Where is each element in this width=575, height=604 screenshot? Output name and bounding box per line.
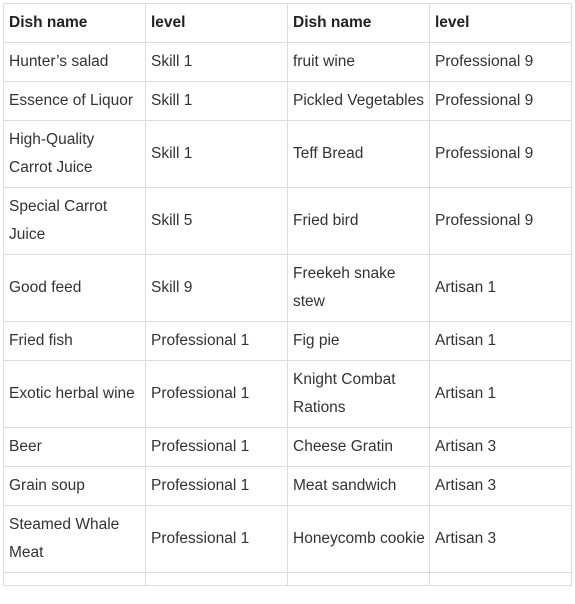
dish-name-cell: Teff Bread — [288, 121, 430, 188]
dish-name-cell: Fried bird — [288, 188, 430, 255]
table-row — [4, 43, 572, 82]
level-cell: Skill 9 — [146, 255, 288, 322]
table-row — [4, 361, 572, 428]
header-dish-name: Dish name — [4, 4, 146, 43]
dish-name-cell: Grain soup — [4, 467, 146, 506]
dish-name-cell: Fried fish — [4, 322, 146, 361]
table-header-row — [4, 4, 572, 43]
level-cell: Skill 1 — [146, 82, 288, 121]
level-cell: Artisan 3 — [430, 428, 572, 467]
empty-cell — [4, 573, 146, 586]
empty-cell — [430, 573, 572, 586]
empty-cell — [288, 573, 430, 586]
header-level: level — [430, 4, 572, 43]
dish-name-cell: Steamed Whale Meat — [4, 506, 146, 573]
header-dish-name: Dish name — [288, 4, 430, 43]
dish-name-cell: Fig pie — [288, 322, 430, 361]
table-row — [4, 255, 572, 322]
dish-name-cell: Freekeh snake stew — [288, 255, 430, 322]
level-cell: Skill 5 — [146, 188, 288, 255]
table-row — [4, 121, 572, 188]
table-row — [4, 322, 572, 361]
dish-name-cell: Meat sandwich — [288, 467, 430, 506]
level-cell: Professional 1 — [146, 467, 288, 506]
dish-name-cell: Exotic herbal wine — [4, 361, 146, 428]
level-cell: Professional 9 — [430, 188, 572, 255]
empty-cell — [146, 573, 288, 586]
level-cell: Artisan 1 — [430, 322, 572, 361]
level-cell: Professional 1 — [146, 428, 288, 467]
level-cell: Professional 1 — [146, 322, 288, 361]
table-row — [4, 188, 572, 255]
dish-name-cell: Hunter’s salad — [4, 43, 146, 82]
dish-name-cell: Beer — [4, 428, 146, 467]
table-row-cut-off — [4, 573, 572, 586]
dish-name-cell: Essence of Liquor — [4, 82, 146, 121]
level-cell: Professional 9 — [430, 43, 572, 82]
dish-name-cell: Honeycomb cookie — [288, 506, 430, 573]
header-level: level — [146, 4, 288, 43]
dish-name-cell: fruit wine — [288, 43, 430, 82]
level-cell: Professional 1 — [146, 506, 288, 573]
level-cell: Professional 1 — [146, 361, 288, 428]
table-row — [4, 82, 572, 121]
dish-name-cell: Good feed — [4, 255, 146, 322]
level-cell: Artisan 3 — [430, 467, 572, 506]
dish-level-table — [3, 3, 572, 586]
dish-name-cell: High-Quality Carrot Juice — [4, 121, 146, 188]
table-row — [4, 428, 572, 467]
table-row — [4, 467, 572, 506]
level-cell: Professional 9 — [430, 121, 572, 188]
level-cell: Professional 9 — [430, 82, 572, 121]
dish-name-cell: Pickled Vegetables — [288, 82, 430, 121]
level-cell: Artisan 3 — [430, 506, 572, 573]
dish-name-cell: Special Carrot Juice — [4, 188, 146, 255]
level-cell: Skill 1 — [146, 43, 288, 82]
table-row — [4, 506, 572, 573]
dish-name-cell: Cheese Gratin — [288, 428, 430, 467]
level-cell: Artisan 1 — [430, 255, 572, 322]
dish-name-cell: Knight Combat Rations — [288, 361, 430, 428]
level-cell: Artisan 1 — [430, 361, 572, 428]
level-cell: Skill 1 — [146, 121, 288, 188]
